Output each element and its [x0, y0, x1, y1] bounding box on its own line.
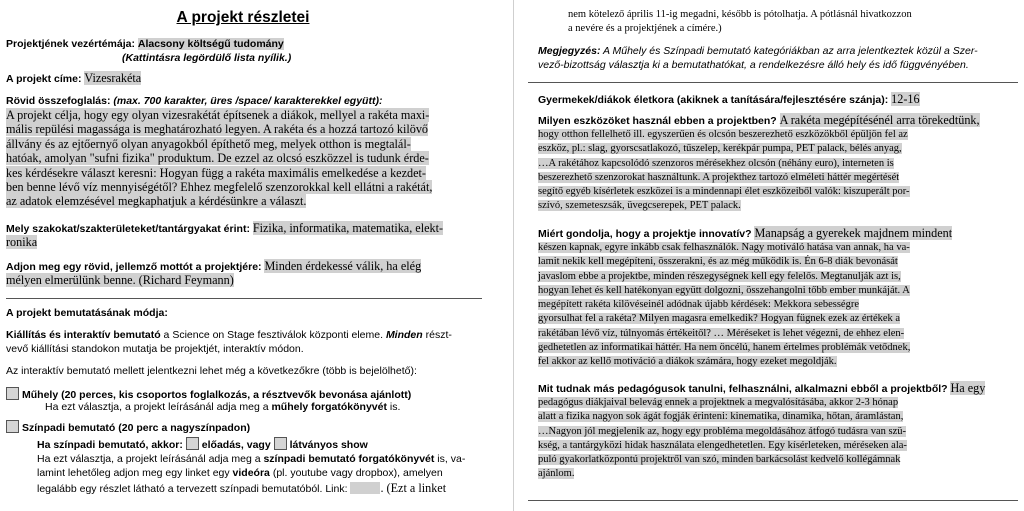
section-divider — [528, 82, 1018, 83]
workshop-checkbox[interactable] — [6, 387, 19, 400]
subjects-field[interactable]: Fizika, informatika, matematika, elekt- — [252, 221, 444, 235]
tools-line: …A rakétához kapcsolódó szenzoros mérésekhez olcsón (néhány euro), interneten is — [538, 157, 894, 169]
age-label: Gyermekek/diákok életkora (akiknek a tanítására/fejlesztésére szánja): — [538, 94, 889, 106]
subjects-row — [6, 222, 443, 237]
show-checkbox[interactable] — [274, 437, 287, 450]
innovation-line: lamit nekik kell megépíteni, összerakni, és az még működik is. Én 6-8 diák bevonását — [538, 256, 898, 268]
innovation-field-body[interactable] — [538, 241, 1016, 370]
stage-note-3 — [37, 482, 446, 497]
motto-field[interactable]: Minden érdekessé válik, ha elég — [264, 259, 422, 273]
stage-note-1 — [37, 453, 465, 467]
stage-note-text: is, va- — [434, 453, 466, 465]
link-field[interactable] — [350, 482, 380, 494]
stage-if-row — [37, 437, 368, 453]
innovation-label: Miért gondolja, hogy a projektje innovatív? — [538, 228, 752, 240]
workshop-note-text: is. — [386, 401, 401, 413]
theme-hint: (Kattintásra legördülő lista nyílik.) — [122, 52, 292, 64]
section-divider — [528, 500, 1018, 501]
tools-field-body[interactable] — [538, 128, 1016, 214]
summary-line: az adatok elemzésével megkaphatjuk a kérdésünkre a választ. — [6, 194, 307, 209]
innovation-field[interactable]: Manapság a gyerekek majdnem mindent — [754, 226, 953, 240]
subjects-label: Mely szakokat/szakterületeket/tantárgyakat érint: — [6, 223, 250, 235]
summary-line: kes kérdésekre választ keresni: Hogyan függ a rakéta maximális emelkedése a kezdet- — [6, 165, 426, 180]
tools-line: szívó, szemeteszsák, üvegcserepek, PET palack. — [538, 200, 741, 212]
exhibit-minden: Minden — [385, 329, 423, 341]
note-label: Megjegyzés: — [538, 45, 601, 57]
theme-dropdown[interactable]: Alacsony költségű tudomány — [137, 38, 284, 50]
exhibit-bold: Kiállítás és interaktív bemutató — [6, 329, 161, 341]
stage-checkbox[interactable] — [6, 420, 19, 433]
name-field[interactable]: Vizesrakéta — [84, 71, 142, 85]
name-label: A projekt címe: — [6, 73, 82, 85]
note-line-1 — [538, 45, 1016, 59]
innovation-line: megépített rakéta kilövéseinél adódnak újabb kérdések: Mekkora sebességre — [538, 299, 860, 311]
stage-note-bold: videóra — [232, 467, 270, 479]
page-title: A projekt részletei — [176, 9, 310, 26]
stage-note-text: Ha ezt választja, a projekt leírásánál adja meg a — [37, 453, 264, 465]
theme-row — [6, 38, 284, 52]
innovation-line: gedhetetlen az informatikai háttér. Ha nem öncélú, hanem értelmes problémák vetődnek, — [538, 342, 911, 354]
section-divider — [6, 298, 482, 299]
learn-line: kség, a tantárgyközi hidak használata elengedhetetlen. Egy kísérleteken, méréseken ala- — [538, 439, 907, 451]
innovation-line: hogyan lehet és kell hatékonyan együtt dolgozni, összehangolni tőbb ember munkáját. A — [538, 284, 910, 296]
learn-label: Mit tudnak más pedagógusok tanulni, felhasználni, alkalmazni ebből a projektből? — [538, 383, 948, 395]
stage-note-text: (pl. youtube vagy dropbox), amelyen — [269, 467, 443, 479]
age-field[interactable]: 12-16 — [891, 92, 920, 106]
learn-line: ajánlom. — [538, 468, 575, 480]
stage-note-text: legalább egy részlet látható a tervezett színpadi bemutatóból. Link: — [37, 483, 348, 495]
exhibit-text: részt- — [422, 329, 452, 341]
subjects-field-cont[interactable]: ronika — [6, 235, 38, 249]
learn-field-body[interactable] — [538, 396, 1016, 482]
innovation-line: javaslom ebbe a projektbe, minden részegységnek kell egy felelős. Megtanulják azt is, — [538, 270, 901, 282]
summary-label: Rövid összefoglalás: — [6, 95, 111, 107]
tools-line: eszköz, pl.: slag, gyorscsatlakozó, tűszelep, kerékpár pumpa, PET palack, bélés anyag, — [538, 143, 902, 155]
age-row — [538, 93, 1016, 108]
right-page — [528, 0, 1018, 511]
workshop-label: Műhely (20 perces, kis csoportos foglalkozás, a résztvevők bevonása ajánlott) — [22, 389, 412, 401]
summary-line: hatóak, amolyan "sufni fizika" produktum. De ezzel az olcsó eszközzel is tudunk érde- — [6, 151, 429, 166]
note-line-2: vező-bizottság választja ki a bemutathatókat, a rendelkezésre álló hely és idő függvényében. — [538, 59, 969, 71]
innovation-line: rakétában lévő víz, túlnyomás értékeitől? … Méréseket is lehet végezni, de ehhez elen- — [538, 327, 905, 339]
tools-label: Milyen eszközöket használ ebben a projektben? — [538, 115, 777, 127]
learn-field[interactable]: Ha egy — [950, 381, 986, 395]
learn-line: pedagógus diákjaival belevág ennek a projektnek a megvalósításába, akkor 2-3 hónap — [538, 397, 899, 408]
innovation-line: gyorsulhat fel a rakéta? Milyen magasra emelkedik? Hogyan fügnek ezek az értékek a — [538, 313, 901, 325]
select-line: Az interaktív bemutató mellett jelentkezni lehet még a következőkre (több is bejelölhető): — [6, 365, 417, 377]
learn-line: puló gyakorlatközpontú projektről van szó, minden barkácsolást kedvelő kollégámnak — [538, 454, 901, 466]
tools-line: segítő egyéb kísérletek eszközei is a mindennapi élet eszközeiből valók: kiszuperált por- — [538, 186, 910, 198]
summary-line: állvány és az ejtőernyő olyan anyagokból építhető meg, melyek otthon is megtalál- — [6, 136, 411, 151]
summary-label-row — [6, 95, 382, 109]
theme-label: Projektjének vezértémája: — [6, 38, 135, 50]
stage-label: Színpadi bemutató (20 perc a nagyszínpadon) — [22, 422, 251, 434]
summary-line: ben benne lévő víz mennyiségétől? Ehhez megfelelő szenzorokkal kell ellátni a rakétát, — [6, 180, 433, 195]
continuation-line: a nevére és a projektjének a címére.) — [568, 23, 722, 34]
stage-if-label: Ha színpadi bemutató, akkor: — [37, 439, 183, 451]
stage-row — [6, 420, 250, 436]
presentation-heading: A projekt bemutatásának módja: — [6, 307, 168, 319]
continuation-line: nem kötelező április 11-ig megadni, később is pótolhatja. A pótlásnál hivatkozzon — [568, 9, 912, 20]
motto-field-cont[interactable]: mélyen elmerülünk benne. (Richard Feymann) — [6, 273, 234, 287]
innovation-row — [538, 227, 1016, 242]
page-divider — [513, 0, 514, 511]
workshop-note-text: Ha ezt választja, a projekt leírásánál adja meg a — [45, 401, 272, 413]
learn-line: …Nagyon jól megjelenik az, hogy egy probléma megoldásához átfogó tudásra van szü- — [538, 425, 906, 437]
summary-field[interactable] — [6, 108, 432, 209]
motto-label: Adjon meg egy rövid, jellemző mottót a projektjére: — [6, 261, 262, 273]
workshop-note — [45, 401, 400, 415]
learn-line: alatt a fizika nagyon sok ágát fogják érinteni: kinematika, dinamika, hőtan, áramlástan, — [538, 411, 904, 423]
stage-note-bold: színpadi bemutató forgatókönyvét — [263, 453, 435, 465]
summary-hint: (max. 700 karakter, üres /space/ karakterekkel együtt): — [113, 95, 383, 107]
tools-field[interactable]: A rakéta megépítésénél arra törekedtünk, — [779, 113, 980, 127]
innovation-line: készen kapnak, egyre inkább csak felhasználók. Nagy motiváló hatása van annak, ha va- — [538, 242, 910, 253]
name-row — [6, 72, 141, 87]
tools-line: hogy otthon fellelhető ill. egyszerűen és olcsón beszerezhető eszközökből épüljön fel az — [538, 129, 908, 140]
tools-row — [538, 114, 1016, 129]
workshop-note-bold: műhely forgatókönyvét — [271, 401, 387, 413]
stage-note-text: lamint lehetőleg adjon meg egy linket egy — [37, 467, 233, 479]
stage-note-text: . (Ezt a linket — [380, 481, 447, 495]
learn-row — [538, 382, 1016, 397]
summary-line: A projekt célja, hogy egy olyan vizesrakétát építsenek a diákok, mellyel a rakéta maxi- — [6, 108, 430, 122]
note-text: A Műhely és Színpadi bemutató kategóriákban az arra jelentkeztek közül a Szer- — [600, 45, 978, 57]
show-label: látványos show — [289, 439, 368, 451]
lecture-checkbox[interactable] — [186, 437, 199, 450]
tools-line: beszerezhető szenzorokat használtunk. A projekthez tartozó elméleti háttér megértését — [538, 171, 900, 183]
exhibit-text: a Science on Stage fesztiválok központi eleme. — [160, 329, 386, 341]
innovation-line: fel akkor az kellő motiváció a diákok számára, hogy ezeket megoldják. — [538, 356, 837, 368]
lecture-label: előadás, vagy — [201, 439, 271, 451]
exhibit-line-2: vevő kiállítási standokon mutatja be projektjét, interaktív módon. — [6, 343, 304, 355]
exhibit-paragraph — [6, 329, 452, 343]
left-page — [0, 0, 500, 511]
summary-line: mális repülési magassága is meghatározható legyen. A rakéta és a hozzá tartozó kilövő — [6, 122, 429, 137]
stage-note-2 — [37, 467, 443, 481]
